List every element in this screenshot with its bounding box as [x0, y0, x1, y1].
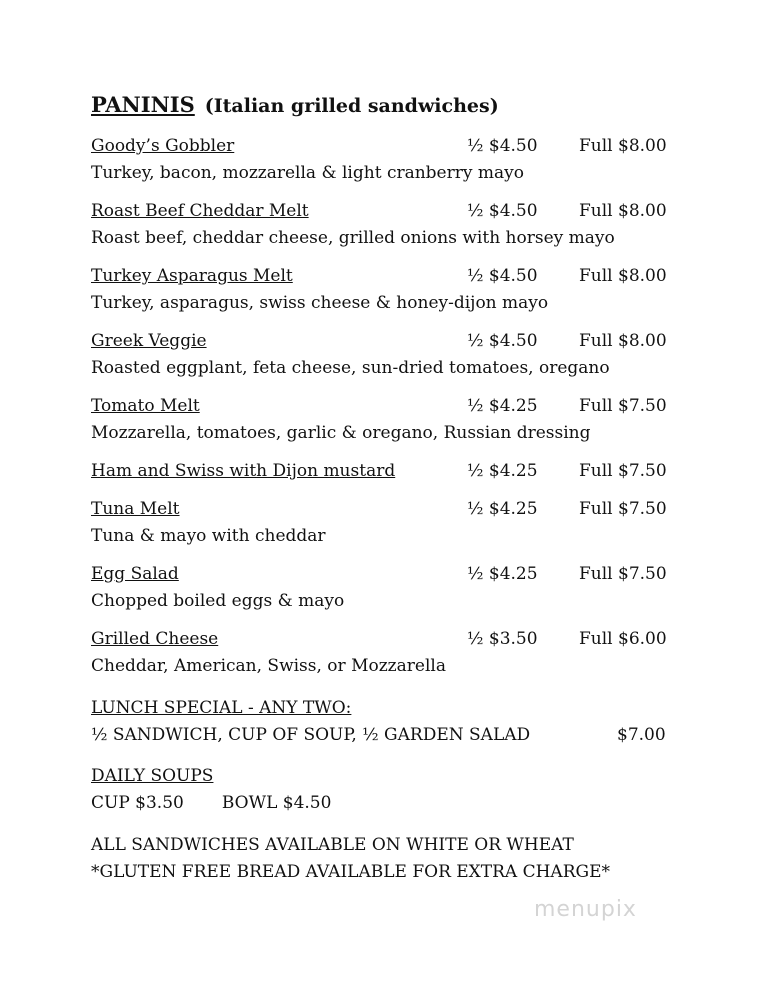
- menu-item: [91, 136, 691, 187]
- section-subtitle: (Italian grilled sandwiches): [204, 95, 499, 117]
- item-half-price: ½ $4.50: [467, 331, 538, 351]
- item-half-price: ½ $4.25: [467, 396, 538, 416]
- daily-soups-heading: DAILY SOUPS: [91, 766, 214, 786]
- menu-item: [91, 396, 691, 447]
- item-full-price: Full $8.00: [579, 331, 667, 351]
- item-name: Roast Beef Cheddar Melt: [91, 201, 309, 221]
- item-name: Turkey Asparagus Melt: [91, 266, 293, 286]
- menu-item: [91, 499, 691, 550]
- item-half-price: ½ $4.50: [467, 201, 538, 221]
- page-title: [91, 92, 499, 117]
- item-description: Tuna & mayo with cheddar: [91, 526, 326, 546]
- item-full-price: Full $8.00: [579, 266, 667, 286]
- item-half-price: ½ $4.50: [467, 136, 538, 156]
- soup-cup-price: CUP $3.50: [91, 793, 184, 813]
- item-name: Grilled Cheese: [91, 629, 219, 649]
- section-title: PANINIS: [91, 92, 195, 117]
- item-full-price: Full $8.00: [579, 201, 667, 221]
- item-name: Goody’s Gobbler: [91, 136, 235, 156]
- item-half-price: ½ $4.50: [467, 266, 538, 286]
- item-name: Egg Salad: [91, 564, 179, 584]
- item-name: Tuna Melt: [91, 499, 180, 519]
- item-description: Mozzarella, tomatoes, garlic & oregano, Russian dressing: [91, 423, 591, 443]
- lunch-special-price: $7.00: [617, 725, 666, 745]
- lunch-special-line: ½ SANDWICH, CUP OF SOUP, ½ GARDEN SALAD: [91, 725, 531, 745]
- footer-notes: [91, 835, 610, 889]
- item-half-price: ½ $4.25: [467, 564, 538, 584]
- item-description: Roast beef, cheddar cheese, grilled onions with horsey mayo: [91, 228, 615, 248]
- item-full-price: Full $7.50: [579, 564, 667, 584]
- menu-item: [91, 331, 691, 382]
- soup-bowl-price: BOWL $4.50: [221, 793, 332, 813]
- item-name: Ham and Swiss with Dijon mustard: [91, 461, 396, 481]
- item-full-price: Full $7.50: [579, 396, 667, 416]
- menu-item: [91, 629, 691, 680]
- item-half-price: ½ $4.25: [467, 461, 538, 481]
- menu-item: [91, 564, 691, 615]
- item-half-price: ½ $3.50: [467, 629, 538, 649]
- lunch-special-heading: LUNCH SPECIAL - ANY TWO:: [91, 698, 352, 718]
- menu-item: [91, 461, 691, 485]
- item-description: Turkey, asparagus, swiss cheese & honey-dijon mayo: [91, 293, 549, 313]
- menu-item: [91, 266, 691, 317]
- item-full-price: Full $8.00: [579, 136, 667, 156]
- item-half-price: ½ $4.25: [467, 499, 538, 519]
- daily-soups: [91, 766, 331, 820]
- item-description: Turkey, bacon, mozzarella & light cranberry mayo: [91, 163, 524, 183]
- item-description: Roasted eggplant, feta cheese, sun-dried tomatoes, oregano: [91, 358, 610, 378]
- item-description: Chopped boiled eggs & mayo: [91, 591, 345, 611]
- footer-line-gluten-free: *GLUTEN FREE BREAD AVAILABLE FOR EXTRA CHARGE*: [91, 862, 610, 882]
- watermark-logo: menupix: [534, 897, 637, 922]
- item-full-price: Full $7.50: [579, 499, 667, 519]
- footer-line-bread: ALL SANDWICHES AVAILABLE ON WHITE OR WHEAT: [91, 835, 574, 855]
- item-name: Greek Veggie: [91, 331, 207, 351]
- item-full-price: Full $7.50: [579, 461, 667, 481]
- item-description: Cheddar, American, Swiss, or Mozzarella: [91, 656, 446, 676]
- item-full-price: Full $6.00: [579, 629, 667, 649]
- lunch-special: [91, 698, 691, 752]
- item-name: Tomato Melt: [91, 396, 200, 416]
- menu-item: [91, 201, 691, 252]
